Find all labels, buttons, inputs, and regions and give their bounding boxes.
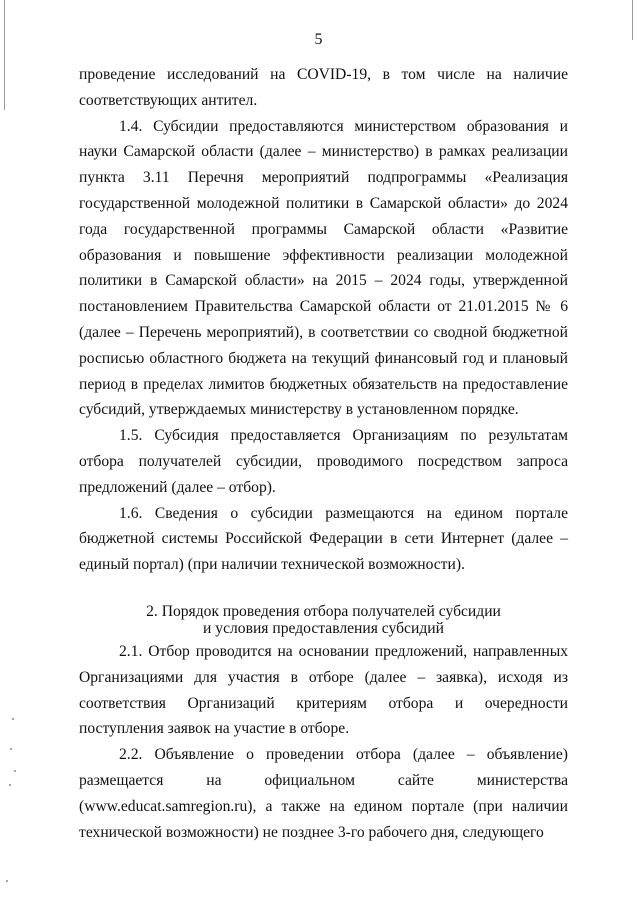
section-heading-line-1: 2. Порядок проведения отбора получателей субсидии: [146, 602, 501, 620]
paragraph-1-5: 1.5. Субсидия предоставляется Организациям по результатам отбора получателей субсидии, проводимого посредством запроса предложений (далее – отбор).: [79, 427, 568, 496]
scan-artifact: [632, 0, 633, 40]
paragraph-1-6: 1.6. Сведения о субсидии размещаются на едином портале бюджетной системы Российской Федерации в сети Интернет (далее – единый портал) (при наличии технической возможности).: [79, 504, 568, 574]
section-heading: [79, 603, 568, 637]
paragraph-1-4: 1.4. Субсидии предоставляются министерством образования и науки Самарской области (далее – министерство) в рамках реализации пункта 3.11 Перечня мероприятий подпрограммы «Реализация государственной молодежной политики в Самарской области» до 2024 года государственной программы Самарской области «Развитие образования и повышение эффективности реализации молодежной политики в Самарской области» на 2015 – 2024 годы, утвержденной постановлением Правительства Самарской области от 21.01.2015 № 6 (далее – Перечень мероприятий), в соответствии со сводной бюджетной росписью областного бюджета на текущий финансовый год и плановый период в пределах лимитов бюджетных обязательств на предоставление субсидий, утверждаемых министерству в установленном порядке.: [79, 117, 568, 419]
scan-artifact: [4, 0, 5, 110]
page-number: 5: [314, 31, 323, 48]
paragraph-2-1: 2.1. Отбор проводится на основании предложений, направленных Организациями для участия в отборе (далее – заявка), исходя из соответствия Организаций критериям отбора и очередности поступления заявок на участие в отборе.: [79, 642, 568, 738]
scan-artifact: [10, 748, 12, 750]
document-body: [79, 62, 568, 845]
paragraph-continuation: проведение исследований на COVID-19, в том числе на наличие соответствующих антител.: [79, 66, 568, 109]
section-heading-line-2: и условия предоставления субсидий: [203, 619, 444, 637]
scan-artifact: [14, 770, 16, 772]
scan-artifact: [12, 718, 14, 720]
scan-artifact: [6, 880, 8, 882]
scan-artifact: [9, 784, 11, 786]
paragraph-2-2: 2.2. Объявление о проведении отбора (далее – объявление) размещается на официальном сайте министерства (www.educat.samregion.ru), а также на едином портале (при наличии технической возможности) не позднее 3-го рабочего дня, следующего: [79, 746, 568, 841]
